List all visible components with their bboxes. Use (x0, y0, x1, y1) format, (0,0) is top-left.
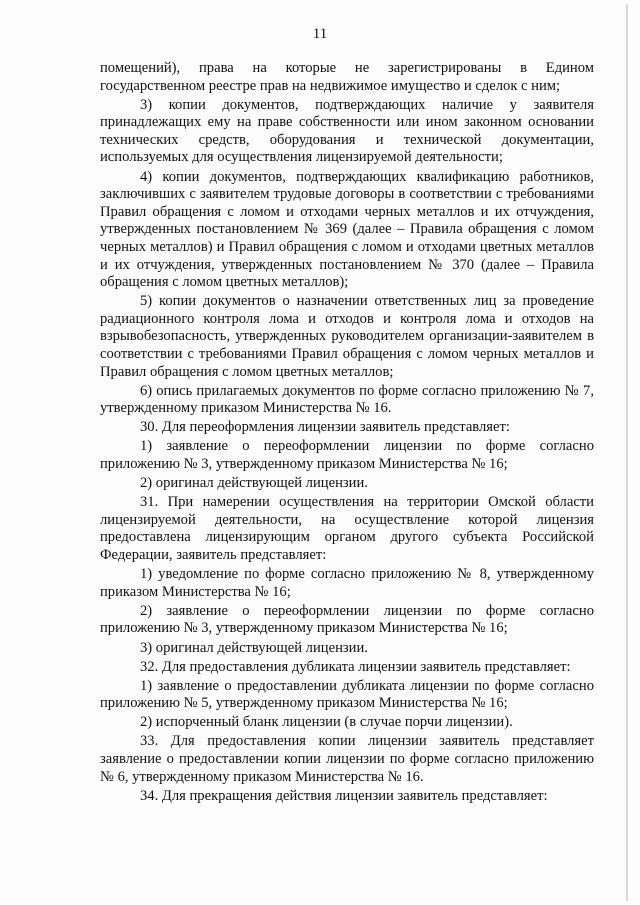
paragraph-30-item-2: 2) оригинал действующей лицензии. (140, 475, 368, 492)
paragraph-item-4: 4) копии документов, подтверждающих квалификацию работников, заключивших с заявителем трудовые договоры в соответствии с требованиями Правил обращения с ломом и отходами черных металлов и их отчуждения, утвержденных постановлением № 369 (далее – Правила обращения с ломом черных металлов) и Правил обращения с ломом и отходами цветных металлов и их отчуждения, утвержденных постановлением № 370 (далее – Правила обращения с ломом цветных металлов); (100, 168, 594, 291)
paragraph-item-6: 6) опись прилагаемых документов по форме согласно приложению № 7, утвержденному приказом Министерства № 16. (100, 382, 594, 417)
page-number: 11 (312, 26, 328, 42)
paragraph-32-item-1: 1) заявление о предоставлении дубликата лицензии по форме согласно приложению № 5, утвержденному приказом Министерства № 16; (100, 677, 594, 712)
paragraph-31-item-1: 1) уведомление по форме согласно приложению № 8, утвержденному приказом Министерства № 16; (100, 566, 594, 600)
paragraph-30-item-1: 1) заявление о переоформлении лицензии по форме согласно приложению № 3, утвержденному приказом Министерства № 16; (100, 438, 594, 473)
paragraph-continuation: помещений), права на которые не зарегистрированы в Едином государственном реестре прав на недвижимое имущество и сделок с ним; (100, 60, 594, 94)
paragraph-section-34: 34. Для прекращения действия лицензии заявитель представляет: (140, 787, 548, 804)
paragraph-item-5: 5) копии документов о назначении ответственных лиц за проведение радиационного контроля лома и отходов и контроля лома и отходов на взрывобезопасность, утвержденных руководителем организации-заявителем в соответствии с требованиями Правил обращения с ломом черных металлов и Правил обращения с ломом цветных металлов; (100, 293, 594, 380)
page-edge-line (626, 4, 628, 901)
paragraph-section-30: 30. Для переоформления лицензии заявитель представляет: (140, 419, 510, 436)
paragraph-section-33: 33. Для предоставления копии лицензии заявитель представляет заявление о предоставлении копии лицензии по форме согласно приложению № 6, утвержденному приказом Министерства № 16. (100, 733, 594, 785)
paragraph-31-item-2: 2) заявление о переоформлении лицензии по форме согласно приложению № 3, утвержденному приказом Министерства № 16; (100, 602, 594, 637)
paragraph-item-3: 3) копии документов, подтверждающих наличие у заявителя принадлежащих ему на праве собственности или ином законном основании технических средств, оборудования и технической документации, используемых для осуществления лицензируемой деятельности; (100, 96, 594, 166)
document-body (100, 60, 594, 807)
paragraph-32-item-2: 2) испорченный бланк лицензии (в случае порчи лицензии). (140, 714, 513, 731)
paragraph-section-31: 31. При намерении осуществления на территории Омской области лицензируемой деятельности, на осуществление которой лицензия предоставлена лицензирующим органом другого субъекта Российской Федерации, заявитель представляет: (100, 494, 594, 564)
paragraph-31-item-3: 3) оригинал действующей лицензии. (140, 639, 368, 656)
paragraph-section-32: 32. Для предоставления дубликата лицензии заявитель представляет: (140, 658, 571, 675)
